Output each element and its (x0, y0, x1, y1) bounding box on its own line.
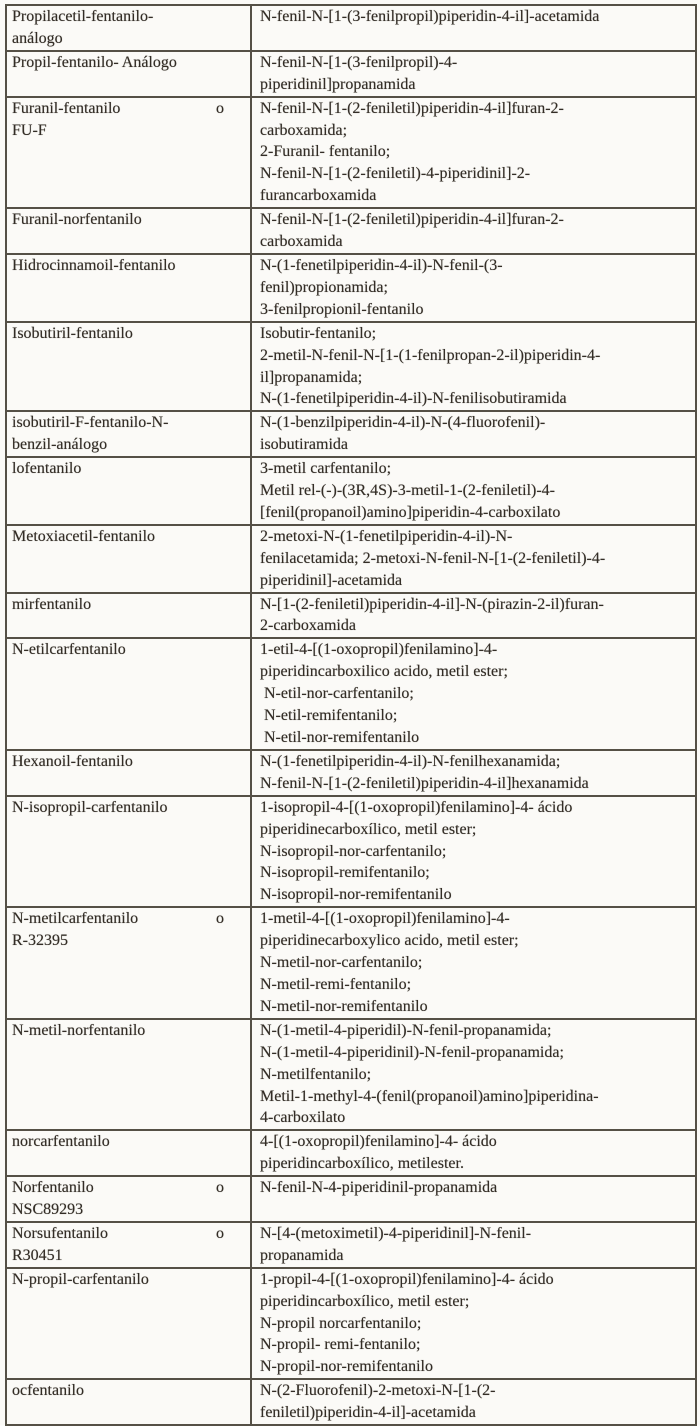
chemical-name-line: piperidinecarboxílico, metil ester; (260, 820, 477, 838)
analog-name-cell (6, 1176, 251, 1222)
chemical-names-cell (251, 525, 696, 593)
table-row (6, 1176, 696, 1222)
analog-name-line: Metoxiacetil-fentanilo (12, 527, 156, 545)
analog-name-cell (6, 208, 251, 254)
chemical-names-cell (251, 796, 696, 908)
table-row (6, 1222, 696, 1268)
analog-name-cell (6, 5, 251, 51)
or-connector: o (216, 1179, 224, 1197)
chemical-name-line: N-fenil-N-[1-(3-fenilpropil)piperidin-4-il]-acetamida (260, 8, 600, 25)
analog-name-line: norcarfentanilo (12, 1133, 110, 1151)
table-row (6, 51, 696, 97)
analog-name-text: Furanil-fentanilo (12, 99, 121, 117)
table-row (6, 525, 696, 593)
chemical-name-line: furancarboxamida (260, 187, 377, 205)
analog-table-body (6, 5, 696, 1425)
table-row (6, 254, 696, 322)
chemical-name-line: carboxamida (260, 233, 343, 251)
chemical-names-cell (251, 322, 696, 412)
table-row (6, 1130, 696, 1176)
table-row (6, 1019, 696, 1131)
analog-name-line: lofentanilo (12, 460, 82, 478)
analog-name-line: N-isopropil-carfentanilo (12, 798, 168, 816)
analog-name-cell (6, 1268, 251, 1380)
chemical-name-line: N-(2-Fluorofenil)-2-metoxi-N-[1-(2- (260, 1382, 496, 1400)
analog-name-cell (6, 51, 251, 97)
chemical-name-line: piperidincarboxílico, metil ester; (260, 1292, 470, 1310)
analog-name-cell (6, 525, 251, 593)
chemical-names-cell (251, 1379, 696, 1425)
chemical-name-line: N-fenil-N-[1-(3-fenilpropil)-4- (260, 53, 458, 71)
table-row (6, 457, 696, 525)
chemical-name-line: [fenil(propanoil)amino]piperidin-4-carboxilato (260, 503, 561, 521)
chemical-name-line: 1-etil-4-[(1-oxopropil)fenilamino]-4- (260, 641, 498, 659)
table-row (6, 411, 696, 457)
analog-name-line: benzil-análogo (12, 436, 108, 454)
chemical-name-line: N-metil-nor-remifentanilo (260, 997, 428, 1015)
chemical-name-line: N-etil-nor-carfentanilo; (260, 685, 414, 703)
chemical-name-line: N-fenil-N-[1-(2-feniletil)piperidin-4-il]furan-2- (260, 211, 564, 229)
analog-name-line: Propil-fentanilo- Análogo (12, 53, 177, 71)
chemical-name-line: 2-Furanil- fentanilo; (260, 143, 391, 161)
chemical-name-line: feniletil)piperidin-4-il]-acetamida (260, 1404, 476, 1422)
analog-name-line: NSC89293 (12, 1201, 84, 1219)
chemical-names-cell (251, 638, 696, 750)
chemical-names-cell (251, 1176, 696, 1222)
analog-name-cell (6, 457, 251, 525)
analog-name-cell (6, 796, 251, 908)
analog-name-line: N-metil-norfentanilo (12, 1021, 146, 1039)
chemical-name-line: 3-metil carfentanilo; (260, 460, 392, 478)
analog-name-cell (6, 750, 251, 796)
chemical-name-line: N-etil-remifentanilo; (260, 707, 398, 725)
chemical-name-line: 2-metoxi-N-(1-fenetilpiperidin-4-il)-N- (260, 527, 513, 545)
chemical-name-line: N-(1-metil-4-piperidinil)-N-fenil-propanamida; (260, 1043, 564, 1061)
chemical-name-line: piperidinil]-acetamida (260, 571, 403, 589)
chemical-name-line: N-etil-nor-remifentanilo (260, 729, 420, 746)
chemical-name-line: 2-carboxamida (260, 617, 356, 635)
analog-name-line: Isobutiril-fentanilo (12, 324, 133, 342)
chemical-name-line: fenilacetamida; 2-metoxi-N-fenil-N-[1-(2-feniletil)-4- (260, 549, 606, 567)
chemical-name-line: 1-metil-4-[(1-oxopropil)fenilamino]-4- (260, 910, 510, 928)
analog-name-line: Hidrocinnamoil-fentanilo (12, 256, 176, 274)
chemical-names-cell (251, 1222, 696, 1268)
table-row (6, 750, 696, 796)
analog-name-line: Furanil-norfentanilo (12, 211, 142, 229)
analog-name-cell (6, 1130, 251, 1176)
chemical-name-line: N-(1-fenetilpiperidin-4-il)-N-fenil-(3- (260, 256, 503, 274)
analog-name-cell (6, 907, 251, 1019)
analog-name-cell (6, 1019, 251, 1131)
chemical-name-line: 4-[(1-oxopropil)fenilamino]-4- ácido (260, 1133, 497, 1151)
or-connector: o (216, 99, 224, 117)
analog-name-cell (6, 593, 251, 639)
chemical-name-line: il]propanamida; (260, 368, 363, 386)
chemical-names-cell (251, 1130, 696, 1176)
chemical-name-line: Metil rel-(-)-(3R,4S)-3-metil-1-(2-feniletil)-4- (260, 482, 555, 500)
analog-name-cell (6, 97, 251, 209)
analog-name-line (12, 1223, 244, 1245)
chemical-name-line: N-(1-fenetilpiperidin-4-il)-N-fenilhexanamida; (260, 752, 561, 770)
analog-name-cell (6, 411, 251, 457)
fentanyl-analog-table (5, 4, 697, 1426)
analog-name-line: Propilacetil-fentanilo- (12, 8, 154, 25)
analog-name-line (12, 98, 244, 120)
table-row (6, 1379, 696, 1425)
analog-name-line: N-etilcarfentanilo (12, 641, 126, 659)
table-row (6, 796, 696, 908)
chemical-name-line: N-propil- remi-fentanilo; (260, 1336, 421, 1354)
chemical-name-line: Metil-1-methyl-4-(fenil(propanoil)amino]piperidina- (260, 1087, 599, 1105)
chemical-name-line: N-metil-nor-carfentanilo; (260, 954, 423, 972)
analog-name-line: isobutiril-F-fentanilo-N- (12, 414, 169, 432)
table-row (6, 5, 696, 51)
table-row (6, 1268, 696, 1380)
chemical-names-cell (251, 750, 696, 796)
analog-name-line: R30451 (12, 1246, 63, 1264)
table-row (6, 322, 696, 412)
chemical-name-line: N-[4-(metoximetil)-4-piperidinil]-N-fenil- (260, 1224, 532, 1242)
chemical-name-line: N-fenil-N-4-piperidinil-propanamida (260, 1179, 498, 1197)
table-row (6, 97, 696, 209)
chemical-name-line: fenil)propionamida; (260, 278, 388, 296)
chemical-name-line: N-isopropil-nor-carfentanilo; (260, 842, 447, 860)
analog-name-text: Norsufentanilo (12, 1224, 108, 1242)
chemical-name-line: 2-metil-N-fenil-N-[1-(1-fenilpropan-2-il)piperidin-4- (260, 346, 601, 364)
chemical-names-cell (251, 208, 696, 254)
analog-name-cell (6, 1222, 251, 1268)
chemical-names-cell (251, 5, 696, 51)
chemical-names-cell (251, 907, 696, 1019)
table-row (6, 907, 696, 1019)
analog-name-line (12, 1177, 244, 1199)
table-row (6, 638, 696, 750)
analog-name-line: N-propil-carfentanilo (12, 1270, 149, 1288)
chemical-names-cell (251, 254, 696, 322)
chemical-name-line: piperidincarboxilico acido, metil ester; (260, 663, 508, 681)
chemical-name-line: Isobutir-fentanilo; (260, 324, 377, 342)
chemical-name-line: 1-propil-4-[(1-oxopropil)fenilamino]-4- ácido (260, 1270, 554, 1288)
chemical-name-line: 3-fenilpropionil-fentanilo (260, 300, 424, 318)
chemical-name-line: N-metil-remi-fentanilo; (260, 975, 412, 993)
analog-name-text: Norfentanilo (12, 1179, 94, 1197)
chemical-name-line: N-fenil-N-[1-(2-feniletil)piperidin-4-il]hexanamida (260, 774, 589, 792)
analog-name-line: R-32395 (12, 932, 68, 950)
chemical-name-line: propanamida (260, 1246, 344, 1264)
analog-name-line: ocfentanilo (12, 1382, 84, 1400)
table-row (6, 208, 696, 254)
analog-name-cell (6, 638, 251, 750)
analog-name-text: N-metilcarfentanilo (12, 910, 139, 928)
chemical-name-line: piperidinil]propanamida (260, 75, 416, 93)
chemical-name-line: N-(1-fenetilpiperidin-4-il)-N-fenilisobutiramida (260, 390, 567, 408)
chemical-name-line: N-fenil-N-[1-(2-feniletil)piperidin-4-il]furan-2- (260, 99, 564, 117)
chemical-names-cell (251, 1268, 696, 1380)
chemical-name-line: N-(1-metil-4-piperidil)-N-fenil-propanamida; (260, 1021, 552, 1039)
chemical-name-line: N-(1-benzilpiperidin-4-il)-N-(4-fluorofenil)- (260, 414, 546, 432)
analog-name-line (12, 908, 244, 930)
chemical-name-line: N-metilfentanilo; (260, 1065, 372, 1083)
chemical-name-line: N-propil norcarfentanilo; (260, 1314, 422, 1332)
chemical-names-cell (251, 1019, 696, 1131)
chemical-names-cell (251, 51, 696, 97)
chemical-names-cell (251, 593, 696, 639)
chemical-name-line: piperidinecarboxylico acido, metil ester; (260, 932, 519, 950)
table-row (6, 593, 696, 639)
chemical-name-line: N-isopropil-remifentanilo; (260, 864, 430, 882)
analog-name-line: mirfentanilo (12, 595, 92, 613)
analog-name-line: análogo (12, 29, 63, 47)
analog-name-cell (6, 322, 251, 412)
analog-name-cell (6, 254, 251, 322)
chemical-names-cell (251, 457, 696, 525)
or-connector: o (216, 1224, 224, 1242)
chemical-name-line: N-isopropil-nor-remifentanilo (260, 886, 452, 904)
chemical-name-line: N-[1-(2-feniletil)piperidin-4-il]-N-(pirazin-2-il)furan- (260, 595, 604, 613)
chemical-name-line: carboxamida; (260, 121, 348, 139)
chemical-name-line: isobutiramida (260, 436, 348, 454)
analog-name-line: FU-F (12, 121, 47, 139)
analog-name-cell (6, 1379, 251, 1425)
analog-name-line: Hexanoil-fentanilo (12, 752, 133, 770)
chemical-name-line: 4-carboxilato (260, 1109, 346, 1127)
chemical-name-line: N-fenil-N-[1-(2-feniletil)-4-piperidinil]-2- (260, 165, 531, 183)
chemical-name-line: piperidincarboxílico, metilester. (260, 1155, 464, 1173)
chemical-name-line: 1-isopropil-4-[(1-oxopropil)fenilamino]-4- ácido (260, 798, 573, 816)
chemical-name-line: N-propil-nor-remifentanilo (260, 1358, 433, 1376)
chemical-names-cell (251, 97, 696, 209)
or-connector: o (216, 910, 224, 928)
chemical-names-cell (251, 411, 696, 457)
